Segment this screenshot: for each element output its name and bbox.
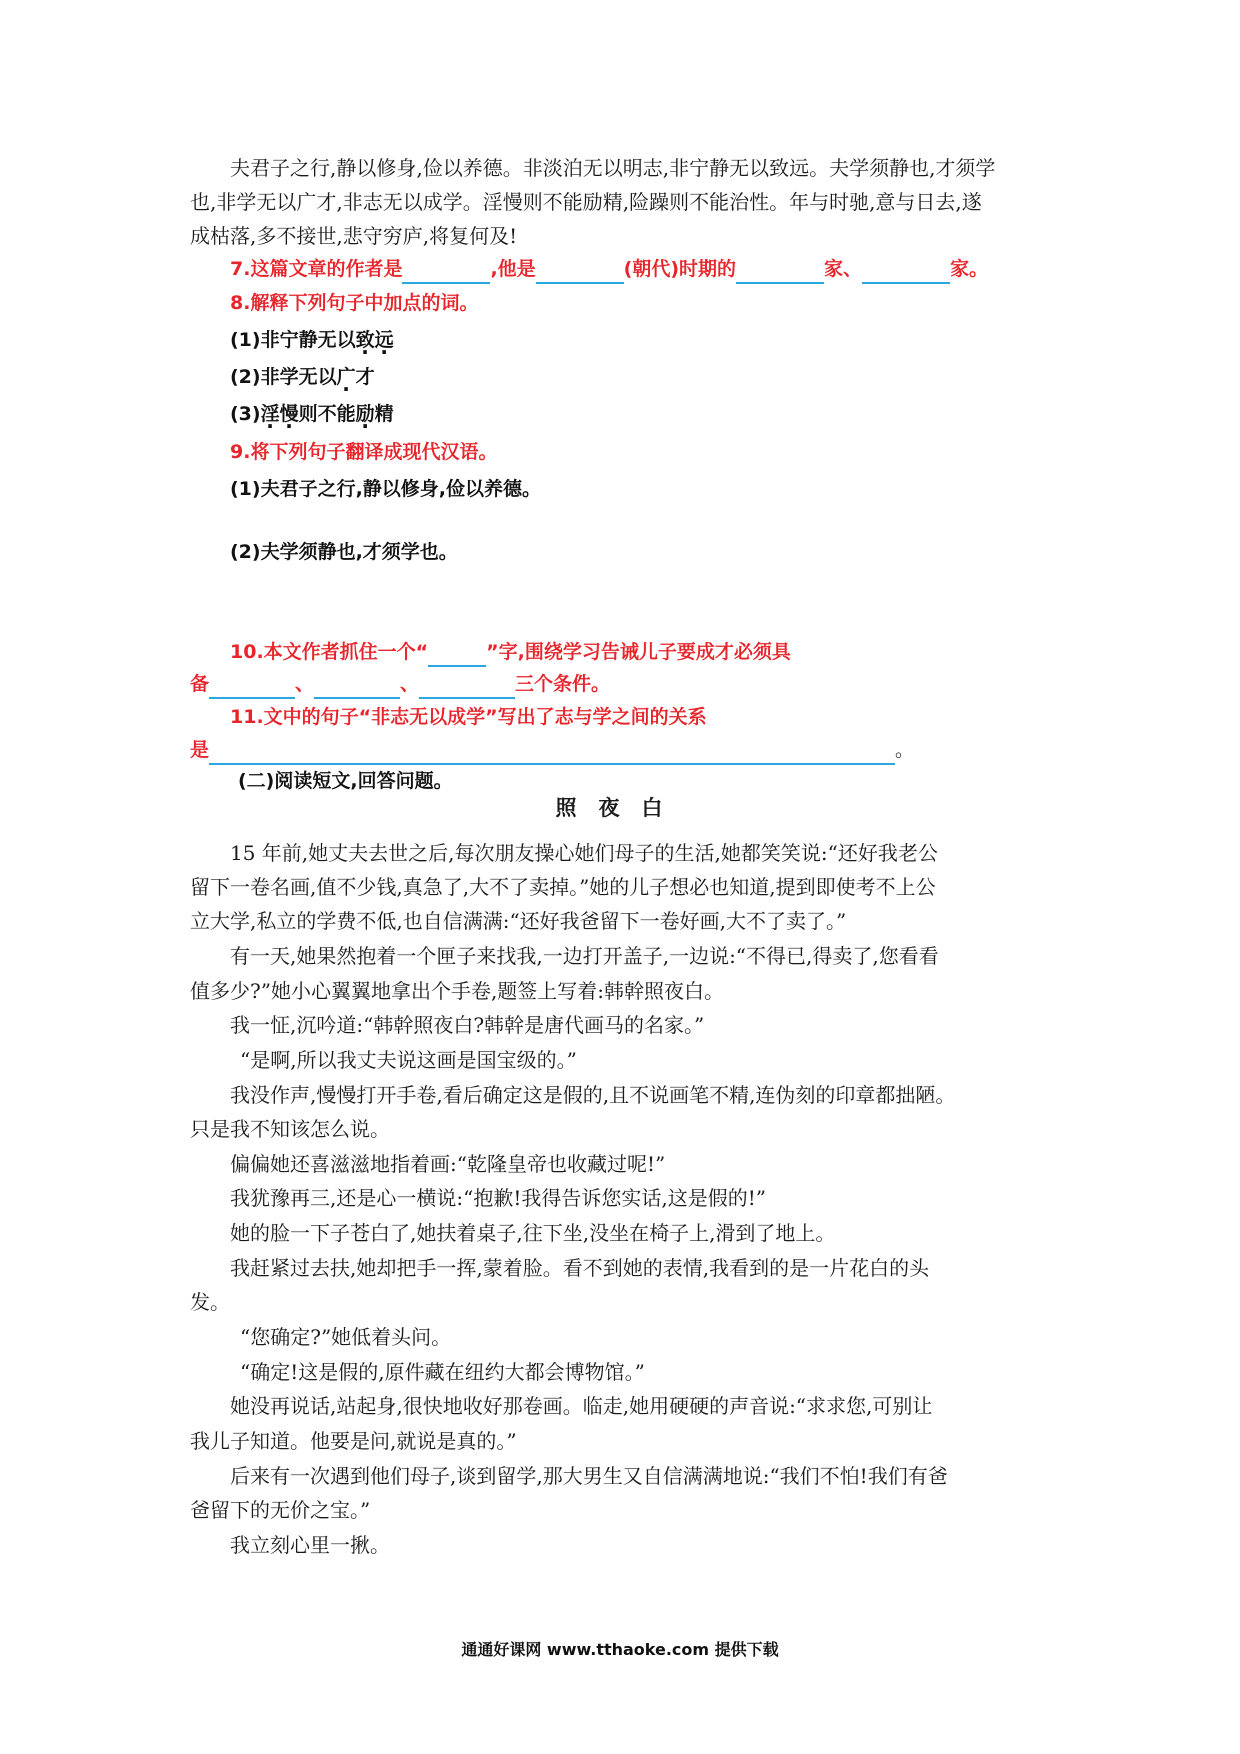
- passage-line-3: 成枯落,多不接世,悲守穷庐,将复何及!: [190, 224, 518, 248]
- q10-sep-2: 、: [400, 673, 420, 695]
- q9-item-2: (2)夫学须静也,才须学也。: [230, 541, 458, 563]
- q10-char-blank[interactable]: [428, 641, 486, 667]
- story-line: 我赶紧过去扶,她却把手一挥,蒙着脸。看不到她的表情,我看到的是一片花白的头: [230, 1256, 930, 1280]
- story-line: 发。: [190, 1290, 230, 1314]
- q10-condition1-blank[interactable]: [209, 673, 295, 699]
- q8-item1-dotted-2: 远: [374, 329, 394, 351]
- section-2-heading: (二)阅读短文,回答问题。: [238, 770, 453, 792]
- q8-item-1: [230, 325, 394, 355]
- question-10-line-2: [190, 669, 610, 699]
- passage-line-1: 夫君子之行,静以修身,俭以养德。非淡泊无以明志,非宁静无以致远。夫学须静也,才须学: [230, 156, 996, 180]
- story-line: 有一天,她果然抱着一个匣子来找我,一边打开盖子,一边说:“不得已,得卖了,您看看: [230, 944, 939, 968]
- story-line: 立大学,私立的学费不低,也自信满满:“还好我爸留下一卷好画,大不了卖了。”: [190, 909, 847, 933]
- story-line: 我没作声,慢慢打开手卷,看后确定这是假的,且不说画笔不精,连伪刻的印章都拙陋。: [230, 1083, 956, 1107]
- q10-condition2-blank[interactable]: [314, 673, 400, 699]
- story-line: 只是我不知该怎么说。: [190, 1117, 390, 1141]
- q8-item1-num: (1): [230, 329, 261, 351]
- q8-item2-text-b: 才: [355, 366, 375, 388]
- question-9-stem: 9.将下列句子翻译成现代汉语。: [230, 441, 498, 463]
- story-line: 后来有一次遇到他们母子,谈到留学,那大男生又自信满满地说:“我们不怕!我们有爸: [230, 1464, 948, 1488]
- story-line: 她没再说话,站起身,很快地收好那卷画。临走,她用硬硬的声音说:“求求您,可别让: [230, 1394, 933, 1418]
- story-line: 留下一卷名画,值不少钱,真急了,大不了卖掉。”她的儿子想必也知道,提到即使考不上公: [190, 875, 936, 899]
- q9-item-1: (1)夫君子之行,静以修身,俭以养德。: [230, 478, 542, 500]
- question-7: [230, 254, 988, 284]
- q8-item3-dotted-3: 励: [355, 403, 375, 425]
- q10-condition3-blank[interactable]: [419, 673, 515, 699]
- q7-role1-blank[interactable]: [736, 258, 824, 284]
- q11-end-punct: 。: [895, 739, 915, 761]
- passage-line-2: 也,非学无以广才,非志无以成学。淫慢则不能励精,险躁则不能治性。年与时驰,意与日去,遂: [190, 190, 982, 214]
- story-line: 值多少?”她小心翼翼地拿出个手卷,题签上写着:韩幹照夜白。: [190, 979, 725, 1003]
- q10-text-c: 备: [190, 673, 210, 695]
- q8-item2-num: (2): [230, 366, 261, 388]
- story-line: “您确定?”她低着头问。: [240, 1325, 452, 1349]
- q7-text-c: (朝代)时期的: [623, 258, 737, 280]
- q8-item-2: [230, 362, 375, 392]
- q8-item3-text: 则不能: [298, 403, 356, 425]
- q8-item3-num: (3): [230, 403, 261, 425]
- story-line: 我立刻心里一揪。: [230, 1533, 390, 1557]
- story-line: 我一怔,沉吟道:“韩幹照夜白?韩幹是唐代画马的名家。”: [230, 1013, 705, 1037]
- story-line: “确定!这是假的,原件藏在纽约大都会博物馆。”: [240, 1360, 645, 1384]
- story-title: 照夜白: [555, 796, 685, 820]
- q11-text-b: 是: [190, 739, 210, 761]
- q8-item-3: [230, 399, 394, 429]
- story-line: 偏偏她还喜滋滋地指着画:“乾隆皇帝也收藏过呢!”: [230, 1152, 666, 1176]
- q10-text-b: ”字,围绕学习告诫儿子要成才必须具: [486, 641, 791, 663]
- story-line: “是啊,所以我丈夫说这画是国宝级的。”: [240, 1048, 577, 1072]
- question-8-stem: 8.解释下列句子中加点的词。: [230, 292, 479, 314]
- question-11-line-2: [190, 735, 914, 765]
- q8-item1-dotted-1: 致: [355, 329, 375, 351]
- q8-item3-text-b: 精: [374, 403, 394, 425]
- q10-text-a: 10.本文作者抓住一个“: [230, 641, 429, 663]
- story-line: 爸留下的无价之宝。”: [190, 1498, 371, 1522]
- q7-text-a: 7.这篇文章的作者是: [230, 258, 403, 280]
- q10-sep-1: 、: [295, 673, 315, 695]
- question-10-line-1: [230, 637, 791, 667]
- q8-item2-text: 非学无以: [260, 366, 337, 388]
- story-line: 我儿子知道。他要是问,就说是真的。”: [190, 1429, 517, 1453]
- story-line: 我犹豫再三,还是心一横说:“抱歉!我得告诉您实话,这是假的!”: [230, 1186, 766, 1210]
- q7-dynasty-blank[interactable]: [536, 258, 624, 284]
- q8-item3-dotted-1: 淫: [260, 403, 280, 425]
- story-line: 15 年前,她丈夫去世之后,每次朋友操心她们母子的生活,她都笑笑说:“还好我老公: [230, 841, 938, 865]
- q11-answer-blank[interactable]: [209, 739, 895, 765]
- q7-author-blank[interactable]: [402, 258, 490, 284]
- q7-text-d: 家、: [824, 258, 863, 280]
- q8-item3-dotted-2: 慢: [279, 403, 299, 425]
- q7-text-e: 家。: [950, 258, 989, 280]
- q7-role2-blank[interactable]: [862, 258, 950, 284]
- q8-item2-dotted-1: 广: [336, 366, 356, 388]
- q10-text-d: 三个条件。: [515, 673, 611, 695]
- footer-credit: 通通好课网 www.tthaoke.com 提供下载: [461, 1640, 779, 1659]
- q7-text-b: ,他是: [490, 258, 536, 280]
- q8-item1-text: 非宁静无以: [260, 329, 356, 351]
- story-line: 她的脸一下子苍白了,她扶着桌子,往下坐,没坐在椅子上,滑到了地上。: [230, 1221, 836, 1245]
- question-11-line-1: 11.文中的句子“非志无以成学”写出了志与学之间的关系: [230, 706, 707, 728]
